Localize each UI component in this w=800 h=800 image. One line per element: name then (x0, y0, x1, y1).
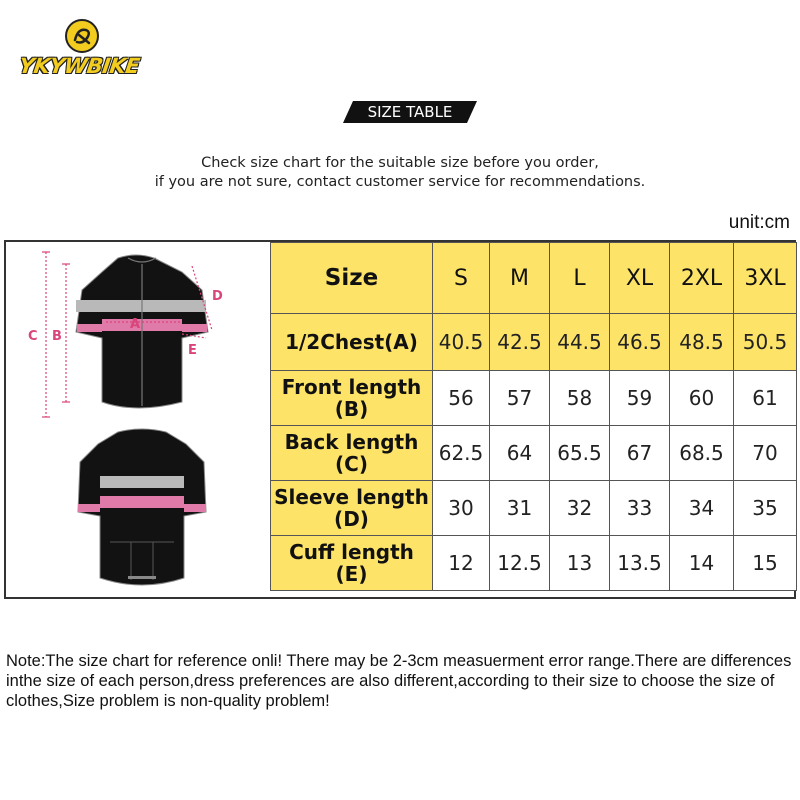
measure-label-b: B (52, 329, 62, 344)
disclaimer-note: Note:The size chart for reference onli! There may be 2-3cm measuerment error range.There are differences inthe size of each person,dress preferences are also different,according to their size to choose the size of clothes,Size problem is non-quality problem! (6, 652, 792, 710)
cell-value: 32 (550, 481, 610, 536)
header-m: M (490, 243, 550, 314)
cell-value: 70 (734, 426, 797, 481)
cell-value: 58 (550, 371, 610, 426)
row-label-chest: 1/2Chest(A) (271, 314, 433, 371)
intro-line-1: Check size chart for the suitable size before you order, (201, 155, 599, 171)
header-2xl: 2XL (670, 243, 734, 314)
cell-value: 59 (610, 371, 670, 426)
size-table (270, 242, 797, 591)
cell-value: 67 (610, 426, 670, 481)
cell-value: 35 (734, 481, 797, 536)
row-label-cuff-length (271, 536, 433, 591)
back-jersey (78, 429, 206, 585)
cell-value: 48.5 (670, 314, 734, 371)
cell-value: 33 (610, 481, 670, 536)
header-l: L (550, 243, 610, 314)
brand-logo (12, 18, 152, 88)
row-label-line1: Back length (284, 430, 419, 454)
row-label-line1: Sleeve length (274, 485, 429, 509)
cell-value: 42.5 (490, 314, 550, 371)
cell-value: 44.5 (550, 314, 610, 371)
jersey-diagram (6, 242, 268, 597)
cell-value: 68.5 (670, 426, 734, 481)
table-row-chest (271, 314, 797, 371)
measure-label-c: C (28, 329, 38, 344)
measure-label-e: E (188, 343, 197, 358)
row-label-line2: (E) (335, 562, 368, 586)
cell-value: 13 (550, 536, 610, 591)
cell-value: 12.5 (490, 536, 550, 591)
header-size: Size (271, 243, 433, 314)
row-label-line1: Front length (281, 375, 422, 399)
cell-value: 50.5 (734, 314, 797, 371)
row-label-back-length (271, 426, 433, 481)
row-label-line2: (D) (334, 507, 369, 531)
measure-label-d: D (212, 289, 223, 304)
measure-label-a: A (130, 317, 141, 332)
cell-value: 12 (433, 536, 490, 591)
cell-value: 15 (734, 536, 797, 591)
header-3xl: 3XL (734, 243, 797, 314)
bicycle-logo-icon (64, 18, 100, 54)
cell-value: 30 (433, 481, 490, 536)
header-s: S (433, 243, 490, 314)
cell-value: 64 (490, 426, 550, 481)
row-label-line2: (B) (334, 397, 369, 421)
size-table-badge: SIZE TABLE (367, 103, 453, 121)
row-label-line2: (C) (335, 452, 368, 476)
cell-value: 31 (490, 481, 550, 536)
front-jersey (76, 255, 208, 408)
table-row-front-length (271, 371, 797, 426)
table-row-back-length (271, 426, 797, 481)
cell-value: 56 (433, 371, 490, 426)
table-row-sleeve-length (271, 481, 797, 536)
cell-value: 57 (490, 371, 550, 426)
cell-value: 14 (670, 536, 734, 591)
table-header-row (271, 243, 797, 314)
cell-value: 65.5 (550, 426, 610, 481)
cell-value: 13.5 (610, 536, 670, 591)
row-label-line1: Cuff length (289, 540, 414, 564)
cell-value: 62.5 (433, 426, 490, 481)
intro-line-2: if you are not sure, contact customer service for recommendations. (154, 174, 646, 190)
cell-value: 40.5 (433, 314, 490, 371)
row-label-sleeve-length (271, 481, 433, 536)
header-xl: XL (610, 243, 670, 314)
row-label-front-length (271, 371, 433, 426)
cell-value: 34 (670, 481, 734, 536)
cell-value: 61 (734, 371, 797, 426)
table-row-cuff-length (271, 536, 797, 591)
cell-value: 46.5 (610, 314, 670, 371)
cell-value: 60 (670, 371, 734, 426)
unit-label: unit:cm (728, 212, 790, 233)
brand-name: YKYWBIKE (17, 54, 142, 78)
